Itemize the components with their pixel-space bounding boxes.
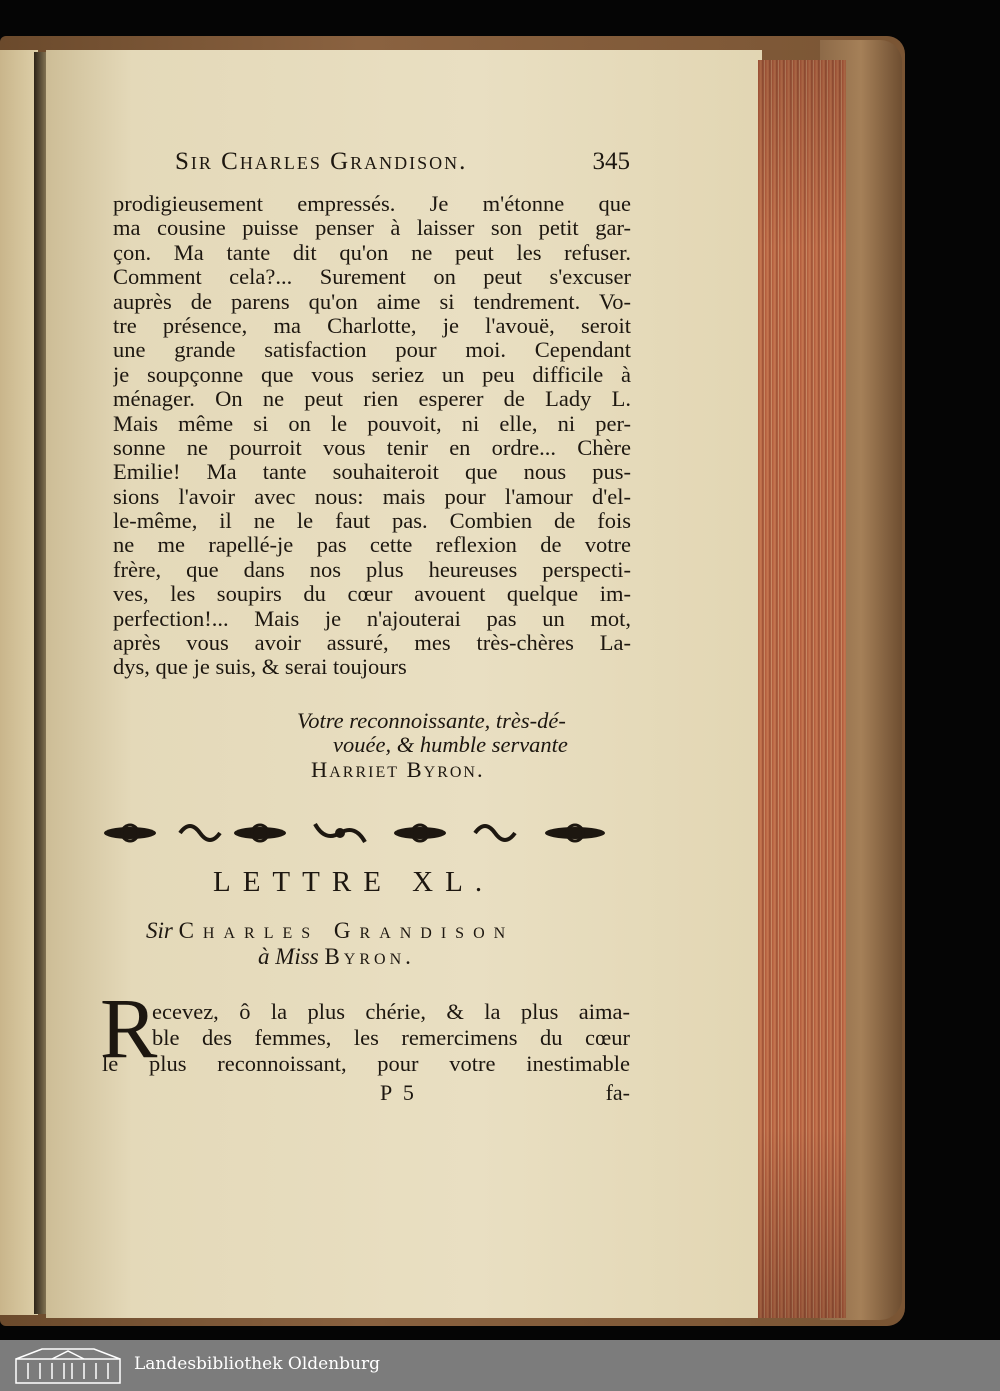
institution-name: Landesbibliothek Oldenburg — [134, 1354, 381, 1374]
catchword: fa- — [605, 1080, 630, 1105]
page-foot — [380, 1080, 630, 1108]
text-line: perfection!... Mais je n'ajouterai pas un mot, — [113, 606, 631, 631]
page-number: 345 — [592, 148, 630, 175]
text-line: sonne ne pourroit vous tenir en ordre... Chère — [113, 435, 631, 460]
signature-mark: P 5 — [380, 1080, 417, 1105]
text-line: ecevez, ô la plus chérie, & la plus aima- — [152, 999, 630, 1024]
text-line: sions l'avoir avec nous: mais pour l'amour d'el- — [113, 484, 631, 509]
running-title: Sir Charles Grandison. — [175, 148, 468, 175]
text-line: après vous avoir assuré, mes très-chères La- — [113, 631, 631, 656]
letter-recipient — [258, 944, 415, 970]
text-line: je soupçonne que vous seriez un peu difficile à — [113, 362, 631, 387]
previous-page-edge — [0, 50, 38, 1315]
fleuron-icon — [545, 825, 605, 841]
text-line: ves, les soupirs du cœur avouent quelque im- — [113, 582, 631, 607]
ornament-divider — [100, 818, 630, 848]
fleuron-icon — [315, 824, 365, 842]
text-line: dys, que je suis, & serai toujours — [113, 655, 407, 680]
signature-name: Harriet Byron. — [311, 757, 485, 782]
recipient-name: Byron. — [324, 944, 415, 969]
letter-body — [102, 999, 630, 1077]
library-building-icon — [12, 1345, 124, 1385]
text-line: ble des femmes, les remercimens du cœur — [152, 1025, 630, 1050]
text-line: auprès de parens qu'on aime si tendrement. Vo- — [113, 289, 631, 314]
text-line: une grande satisfaction pour moi. Cependant — [113, 338, 631, 363]
fleuron-icon — [394, 825, 446, 841]
fleuron-icon — [104, 825, 156, 841]
text-line: Comment cela?... Surement on peut s'excuser — [113, 265, 631, 290]
fleuron-icon — [234, 825, 286, 841]
recipient-prefix: à Miss — [258, 944, 319, 969]
fleuron-icon — [180, 826, 220, 840]
fleuron-icon — [475, 826, 515, 840]
text-line: Emilie! Ma tante souhaiteroit que nous pus- — [113, 460, 631, 485]
text-line: ménager. On ne peut rien esperer de Lady L. — [113, 387, 631, 412]
text-line: ne me rapellé-je pas cette reflexion de votre — [113, 533, 631, 558]
sender-prefix: Sir — [146, 918, 173, 943]
letter-heading: LETTRE XL. — [213, 866, 495, 898]
signature-line: vouée, & humble servante — [333, 732, 568, 757]
body-text — [113, 192, 631, 680]
sender-name: Charles Grandison — [178, 918, 515, 943]
text-line: tre présence, ma Charlotte, je l'avouë, seroit — [113, 313, 631, 338]
text-line: ma cousine puisse penser à laisser son petit gar- — [113, 216, 631, 241]
footer-bar — [0, 1340, 1000, 1391]
drop-cap: R — [100, 980, 158, 1076]
letter-sender — [146, 918, 514, 944]
text-line: çon. Ma tante dit qu'on ne peut les refuser. — [113, 240, 631, 265]
running-head — [175, 148, 630, 184]
text-line: le-même, il ne le faut pas. Combien de fois — [113, 509, 631, 534]
text-line: le plus reconnoissant, pour votre inestimable — [102, 1051, 630, 1076]
signature-line: Votre reconnoissante, très-dé- — [297, 708, 566, 733]
text-line: prodigieusement empressés. Je m'étonne que — [113, 192, 631, 216]
text-line: frère, que dans nos plus heureuses perspecti- — [113, 557, 631, 582]
text-line: Mais même si on le pouvoit, ni elle, ni per- — [113, 411, 631, 436]
